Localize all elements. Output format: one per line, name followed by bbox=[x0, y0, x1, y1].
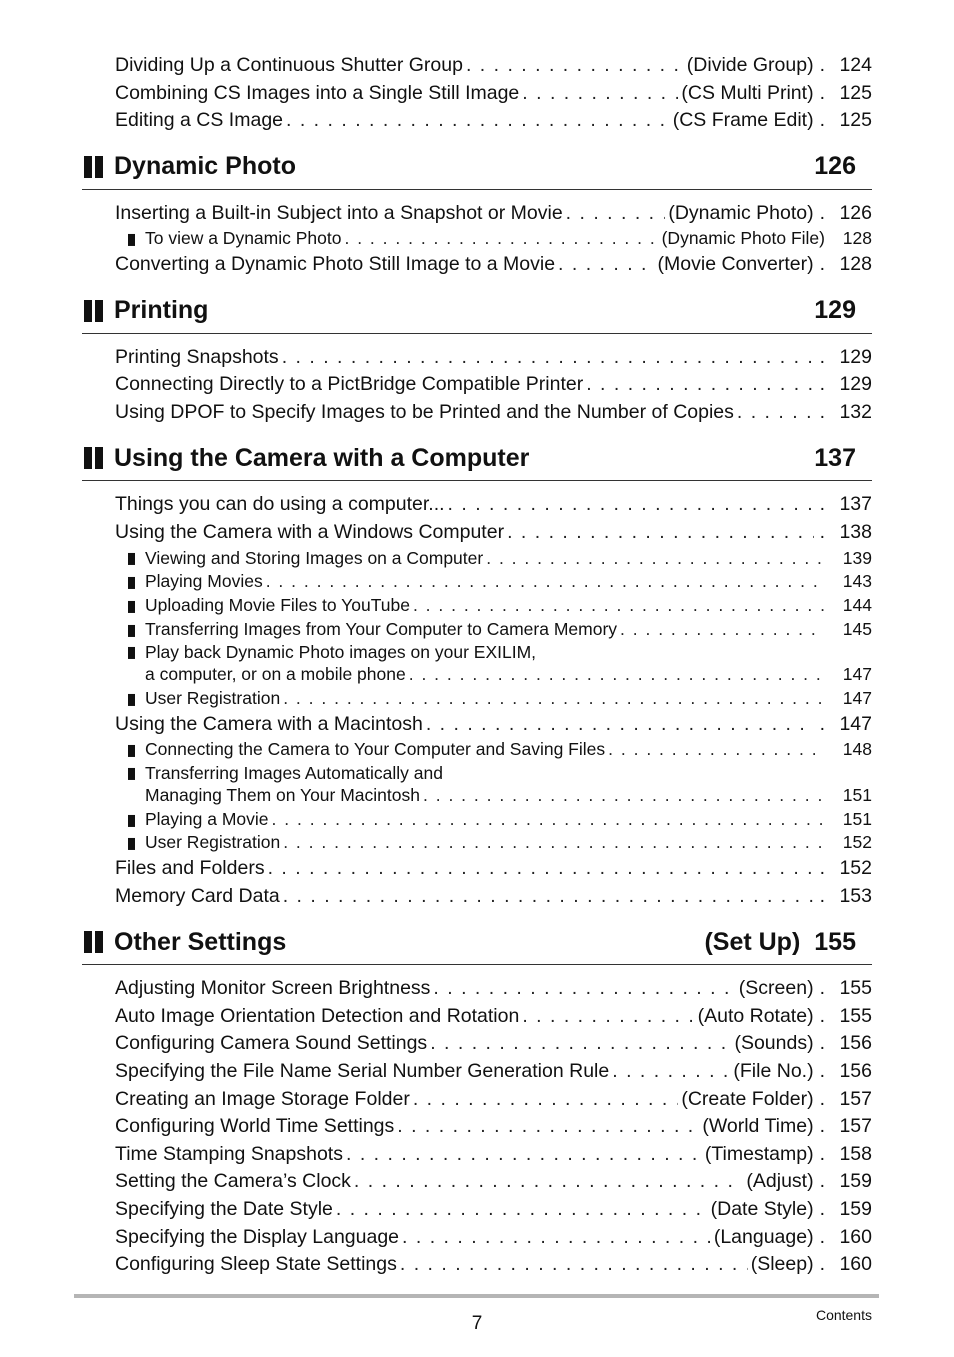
dot-separator: . bbox=[819, 1115, 825, 1138]
entry-title: Configuring Camera Sound Settings bbox=[115, 1032, 428, 1055]
entry-page: 124 bbox=[839, 54, 872, 76]
toc-entry bbox=[82, 1058, 872, 1086]
entry-function: (Auto Rotate) bbox=[697, 1004, 814, 1027]
bullet-square-icon bbox=[128, 647, 135, 659]
entry-function: (Divide Group) bbox=[686, 54, 814, 76]
dot-separator: . bbox=[819, 373, 825, 396]
toc-entry bbox=[82, 399, 872, 427]
dot-separator: . bbox=[819, 1170, 825, 1193]
entry-title: Adjusting Monitor Screen Brightness bbox=[115, 977, 431, 1000]
entry-page: 155 bbox=[839, 977, 872, 1000]
entry-page: 144 bbox=[842, 595, 872, 615]
dot-leader bbox=[522, 1003, 694, 1031]
entry-title-continued: Managing Them on Your Macintosh bbox=[145, 785, 420, 806]
toc-entry bbox=[82, 1030, 872, 1058]
entry-page: 153 bbox=[839, 884, 872, 907]
section-heading bbox=[82, 436, 872, 481]
entry-function: (File No.) bbox=[733, 1060, 814, 1083]
toc-subentry bbox=[82, 641, 872, 663]
entry-function: (Adjust) bbox=[746, 1170, 814, 1193]
entry-page: 128 bbox=[842, 228, 872, 249]
entry-page: 155 bbox=[839, 1004, 872, 1027]
toc-entry bbox=[82, 251, 872, 279]
entry-page: 143 bbox=[842, 571, 872, 592]
section-page: 155 bbox=[814, 927, 856, 956]
entry-function: (Create Folder) bbox=[681, 1087, 814, 1110]
entry-title: Playing Movies bbox=[145, 571, 263, 592]
dot-leader bbox=[336, 1196, 708, 1224]
dot-leader bbox=[286, 107, 670, 135]
toc-entry bbox=[82, 107, 872, 135]
toc-entry bbox=[82, 371, 872, 399]
bullet-square-icon bbox=[128, 745, 135, 757]
entry-title: Connecting the Camera to Your Computer and Saving Files bbox=[145, 739, 606, 760]
bar-part bbox=[95, 447, 103, 469]
table-of-contents bbox=[82, 52, 872, 1279]
entry-title: Uploading Movie Files to YouTube bbox=[145, 595, 410, 615]
entry-title: Creating an Image Storage Folder bbox=[115, 1087, 410, 1110]
bullet-square-icon bbox=[128, 577, 135, 589]
entry-title: Specifying the Date Style bbox=[115, 1198, 333, 1221]
entry-title: Specifying the Display Language bbox=[115, 1225, 400, 1248]
dot-leader bbox=[426, 711, 814, 739]
entry-title: Configuring Sleep State Settings bbox=[115, 1253, 397, 1276]
dot-separator: . bbox=[819, 712, 825, 735]
section-title: Dynamic Photo bbox=[114, 152, 296, 181]
toc-subentry-continuation bbox=[82, 663, 872, 687]
entry-page: 159 bbox=[839, 1170, 872, 1193]
entry-function: (Screen) bbox=[738, 977, 814, 1000]
entry-page: 157 bbox=[839, 1087, 872, 1110]
dot-separator: . bbox=[819, 253, 825, 276]
entry-title: Things you can do using a computer... bbox=[115, 493, 445, 516]
bar-part bbox=[95, 300, 103, 322]
entry-title: Playing a Movie bbox=[145, 808, 269, 829]
entry-title: Converting a Dynamic Photo Still Image to a Movie bbox=[115, 253, 556, 276]
entry-function: (CS Multi Print) bbox=[681, 81, 814, 104]
toc-entry bbox=[82, 855, 872, 883]
bullet-square-icon bbox=[128, 553, 135, 565]
dot-separator: . bbox=[819, 109, 825, 132]
dot-leader bbox=[566, 200, 666, 228]
bullet-square-icon bbox=[128, 694, 135, 706]
toc-entry bbox=[82, 975, 872, 1003]
entry-page: 126 bbox=[839, 201, 872, 224]
entry-function: (Language) bbox=[713, 1225, 814, 1248]
toc-subentry bbox=[82, 687, 872, 711]
toc-subentry bbox=[82, 808, 872, 832]
entry-title: Combining CS Images into a Single Still Image bbox=[115, 81, 520, 104]
dot-leader bbox=[448, 491, 814, 519]
entry-title: Time Stamping Snapshots bbox=[115, 1142, 343, 1165]
dot-leader bbox=[268, 855, 814, 883]
entry-title: Files and Folders bbox=[115, 857, 265, 880]
entry-page: 147 bbox=[839, 712, 872, 735]
section-heading bbox=[82, 920, 872, 965]
entry-page: 138 bbox=[839, 521, 872, 544]
toc-entry bbox=[82, 1141, 872, 1169]
toc-entry bbox=[82, 80, 872, 108]
section-heading bbox=[82, 289, 872, 334]
dot-separator: . bbox=[819, 521, 825, 544]
double-bar-icon bbox=[84, 300, 106, 322]
entry-page: 148 bbox=[842, 739, 872, 760]
entry-function: (Dynamic Photo) bbox=[668, 201, 814, 224]
entry-page: 157 bbox=[839, 1115, 872, 1138]
toc-entry bbox=[82, 1251, 872, 1279]
bar-part bbox=[84, 931, 92, 953]
bar-part bbox=[84, 156, 92, 178]
section-page: 129 bbox=[814, 296, 856, 325]
toc-subentry bbox=[82, 547, 872, 571]
entry-page: 147 bbox=[842, 688, 872, 709]
dot-leader bbox=[612, 1058, 730, 1086]
toc-entry bbox=[82, 1168, 872, 1196]
dot-separator: . bbox=[819, 1253, 825, 1276]
toc-entry bbox=[82, 1003, 872, 1031]
entry-title: Connecting Directly to a PictBridge Compatible Printer bbox=[115, 373, 584, 396]
dot-leader bbox=[737, 399, 814, 427]
bullet-square-icon bbox=[128, 624, 135, 636]
bullet-square-icon bbox=[128, 768, 135, 780]
dot-separator: . bbox=[819, 345, 825, 368]
entry-page: 159 bbox=[839, 1198, 872, 1221]
entry-title: Transferring Images from Your Computer to Camera Memory bbox=[145, 618, 618, 639]
dot-leader bbox=[402, 1224, 711, 1252]
entry-title-continued: a computer, or on a mobile phone bbox=[145, 664, 406, 685]
entry-title: Using DPOF to Specify Images to be Printed and the Number of Copies bbox=[115, 400, 734, 423]
bullet-square-icon bbox=[128, 838, 135, 850]
entry-page: 125 bbox=[839, 109, 872, 132]
entry-title: Printing Snapshots bbox=[115, 345, 279, 368]
dot-leader bbox=[423, 784, 825, 808]
dot-leader bbox=[282, 344, 814, 372]
entry-page: 129 bbox=[839, 373, 872, 396]
toc-subentry bbox=[82, 831, 872, 855]
dot-leader bbox=[486, 547, 825, 571]
entry-page: 145 bbox=[842, 618, 872, 639]
entry-page: 139 bbox=[842, 547, 872, 568]
dot-leader bbox=[266, 570, 825, 594]
entry-title: User Registration bbox=[145, 688, 281, 709]
entry-page: 158 bbox=[839, 1142, 872, 1165]
entry-page: 160 bbox=[839, 1253, 872, 1276]
toc-entry bbox=[82, 711, 872, 739]
entry-title: Editing a CS Image bbox=[115, 109, 284, 132]
dot-separator: . bbox=[819, 1032, 825, 1055]
entry-page: 156 bbox=[839, 1060, 872, 1083]
toc-entry bbox=[82, 52, 872, 80]
toc-subentry bbox=[82, 762, 872, 784]
dot-leader bbox=[283, 831, 825, 855]
toc-entry bbox=[82, 200, 872, 228]
dot-separator: . bbox=[819, 201, 825, 224]
entry-title: Auto Image Orientation Detection and Rotation bbox=[115, 1004, 520, 1027]
toc-entry bbox=[82, 491, 872, 519]
dot-leader bbox=[354, 1168, 743, 1196]
entry-page: 152 bbox=[839, 857, 872, 880]
section-page: 126 bbox=[814, 152, 856, 181]
section-title: Printing bbox=[114, 296, 209, 325]
bar-part bbox=[95, 156, 103, 178]
entry-page: 125 bbox=[839, 81, 872, 104]
double-bar-icon bbox=[84, 156, 106, 178]
dot-separator: . bbox=[819, 493, 825, 516]
dot-leader bbox=[283, 883, 814, 911]
entry-title: Using the Camera with a Macintosh bbox=[115, 712, 423, 735]
toc-subentry bbox=[82, 618, 872, 642]
entry-title: Memory Card Data bbox=[115, 884, 280, 907]
entry-page: 152 bbox=[842, 832, 872, 853]
dot-leader bbox=[409, 663, 825, 687]
bar-part bbox=[84, 300, 92, 322]
dot-separator: . bbox=[819, 1060, 825, 1083]
entry-title: Play back Dynamic Photo images on your EXILIM, bbox=[145, 642, 537, 663]
section-heading bbox=[82, 145, 872, 190]
dot-leader bbox=[413, 594, 825, 618]
entry-page: 132 bbox=[839, 400, 872, 423]
toc-subentry bbox=[82, 570, 872, 594]
toc-subentry bbox=[82, 738, 872, 762]
dot-leader bbox=[346, 1141, 702, 1169]
entry-title: User Registration bbox=[145, 832, 281, 853]
toc-entry bbox=[82, 1113, 872, 1141]
dot-separator: . bbox=[819, 81, 825, 104]
entry-page: 160 bbox=[839, 1225, 872, 1248]
entry-page: 147 bbox=[842, 664, 872, 685]
bullet-square-icon bbox=[128, 234, 135, 246]
entry-title: Setting the Camera’s Clock bbox=[115, 1170, 351, 1193]
entry-page: 151 bbox=[842, 785, 872, 806]
entry-function: (Timestamp) bbox=[704, 1142, 814, 1165]
dot-leader bbox=[608, 738, 825, 762]
entry-page: 137 bbox=[839, 493, 872, 516]
dot-leader bbox=[283, 687, 825, 711]
entry-function: (Movie Converter) bbox=[657, 253, 814, 276]
dot-leader bbox=[430, 1030, 731, 1058]
entry-title: Using the Camera with a Windows Computer bbox=[115, 521, 505, 544]
dot-separator: . bbox=[819, 54, 825, 76]
toc-entry bbox=[82, 883, 872, 911]
entry-title: To view a Dynamic Photo bbox=[145, 228, 342, 249]
toc-entry bbox=[82, 519, 872, 547]
entry-page: 151 bbox=[842, 808, 872, 829]
dot-separator: . bbox=[819, 1087, 825, 1110]
dot-leader bbox=[272, 808, 825, 832]
dot-separator: . bbox=[819, 857, 825, 880]
double-bar-icon bbox=[84, 931, 106, 953]
section-title: Other Settings bbox=[114, 927, 287, 956]
dot-separator: . bbox=[819, 400, 825, 423]
bar-part bbox=[84, 447, 92, 469]
dot-separator: . bbox=[819, 977, 825, 1000]
toc-subentry bbox=[82, 594, 872, 618]
entry-page: 129 bbox=[839, 345, 872, 368]
bar-part bbox=[95, 931, 103, 953]
entry-title: Viewing and Storing Images on a Computer bbox=[145, 547, 484, 568]
toc-subentry bbox=[82, 227, 872, 251]
entry-title: Specifying the File Name Serial Number Generation Rule bbox=[115, 1060, 610, 1083]
dot-leader bbox=[397, 1113, 699, 1141]
page-number: 7 bbox=[471, 1313, 483, 1334]
dot-separator: . bbox=[819, 1004, 825, 1027]
entry-function: (CS Frame Edit) bbox=[672, 109, 814, 132]
toc-subentry-continuation bbox=[82, 784, 872, 808]
double-bar-icon bbox=[84, 447, 106, 469]
entry-function: (World Time) bbox=[702, 1115, 814, 1138]
section-subtitle: (Set Up) bbox=[704, 927, 801, 956]
entry-page: 128 bbox=[839, 253, 872, 276]
toc-entry bbox=[82, 1224, 872, 1252]
entry-title: Dividing Up a Continuous Shutter Group bbox=[115, 54, 463, 76]
dot-separator: . bbox=[819, 1198, 825, 1221]
dot-leader bbox=[558, 251, 654, 279]
toc-entry bbox=[82, 344, 872, 372]
dot-leader bbox=[522, 80, 678, 108]
entry-title: Inserting a Built-in Subject into a Snapshot or Movie bbox=[115, 201, 563, 224]
dot-separator: . bbox=[819, 1225, 825, 1248]
dot-leader bbox=[413, 1086, 679, 1114]
dot-leader bbox=[433, 975, 735, 1003]
entry-function: (Date Style) bbox=[710, 1198, 814, 1221]
entry-function: (Sleep) bbox=[750, 1253, 814, 1276]
toc-entry bbox=[82, 1086, 872, 1114]
entry-function: (Sounds) bbox=[734, 1032, 814, 1055]
dot-leader bbox=[400, 1251, 748, 1279]
bullet-square-icon bbox=[128, 601, 135, 613]
footer-label: Contents bbox=[815, 1307, 872, 1323]
section-title: Using the Camera with a Computer bbox=[114, 443, 530, 472]
dot-leader bbox=[466, 52, 684, 80]
dot-separator: . bbox=[819, 884, 825, 907]
dot-leader bbox=[507, 519, 814, 547]
entry-function: (Dynamic Photo File) bbox=[661, 228, 825, 249]
dot-leader bbox=[620, 618, 825, 642]
dot-leader bbox=[586, 371, 813, 399]
entry-title: Transferring Images Automatically and bbox=[145, 763, 443, 784]
entry-title: Configuring World Time Settings bbox=[115, 1115, 395, 1138]
dot-leader bbox=[344, 227, 658, 251]
bullet-square-icon bbox=[128, 815, 135, 827]
dot-separator: . bbox=[819, 1142, 825, 1165]
entry-page: 156 bbox=[839, 1032, 872, 1055]
toc-entry bbox=[82, 1196, 872, 1224]
section-page: 137 bbox=[814, 443, 856, 472]
footer-rule bbox=[74, 1294, 879, 1298]
